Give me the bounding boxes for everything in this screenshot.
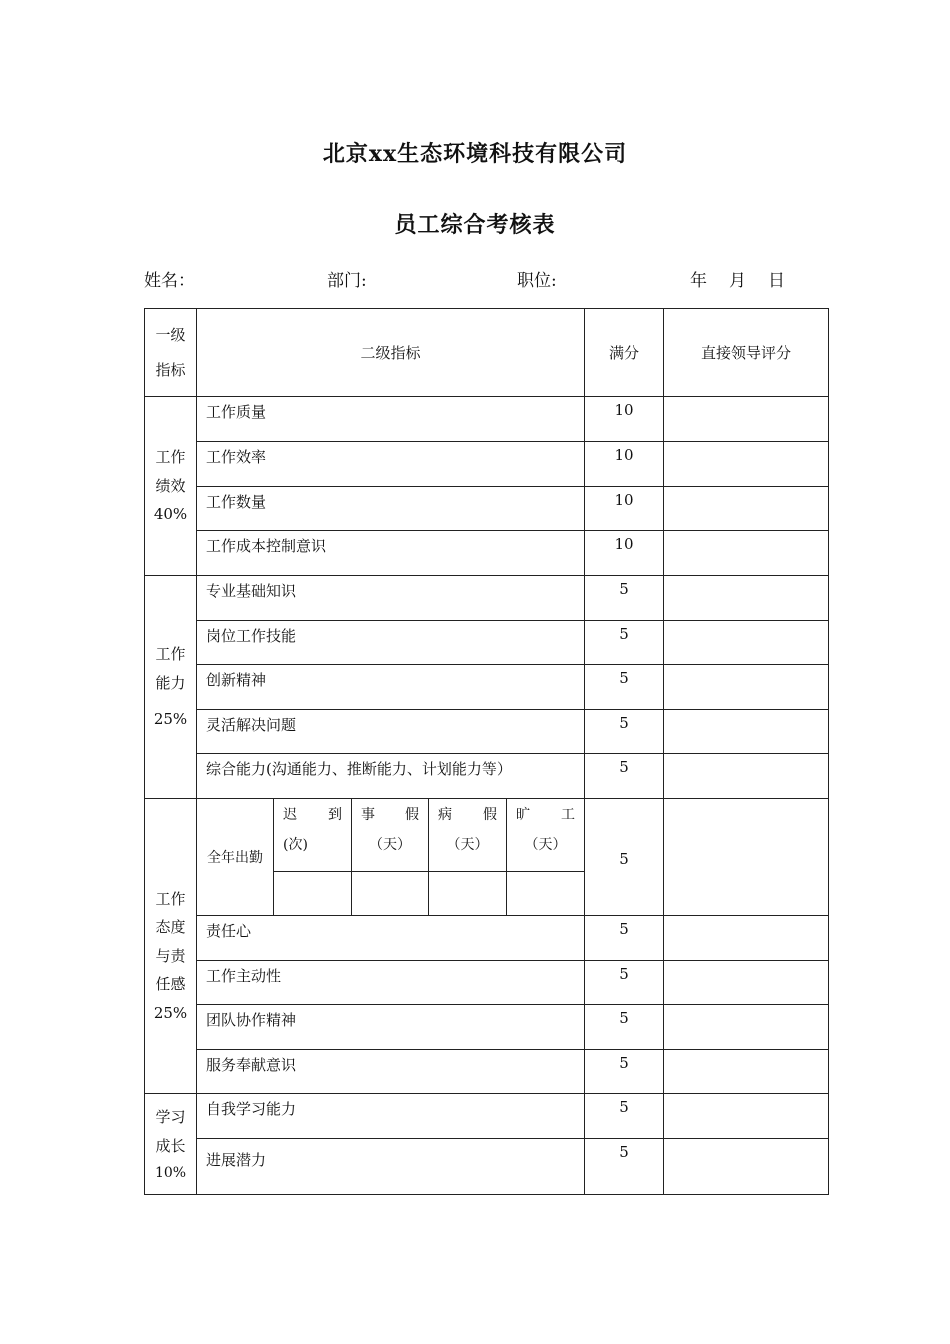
item-name: 责任心 [197,916,585,961]
col-char: 病 [438,807,452,823]
table-row [145,576,829,621]
leader-score-cell[interactable] [664,397,829,442]
assessment-table [144,308,829,1195]
form-title: 员工综合考核表 [394,212,556,238]
category-line: 能力 [155,673,186,692]
category-line: 40% [153,505,188,524]
item-name: 进展潜力 [197,1139,585,1195]
table-header-row [145,309,829,397]
table-row [145,1094,829,1139]
table-row [145,710,829,754]
col-unit: （天） [369,837,411,853]
leader-score-header: 直接领导评分 [664,309,829,397]
item-name: 工作效率 [197,442,585,487]
table-row [145,487,829,531]
leader-score-cell[interactable] [664,1005,829,1050]
attendance-label: 全年出勤 [197,799,274,916]
col-char: 到 [328,807,342,823]
item-name: 创新精神 [197,665,585,710]
full-score: 5 [585,621,664,665]
late-count-cell[interactable] [274,872,352,916]
full-score: 10 [585,531,664,576]
year-label: 年 [690,271,707,291]
category-ability [145,576,197,799]
position-label: 职位: [517,271,557,291]
category-line: 25% [153,710,188,729]
attendance-col-personal-leave [352,799,429,872]
attendance-row [145,799,829,872]
item-name: 团队协作精神 [197,1005,585,1050]
leader-score-cell[interactable] [664,1094,829,1139]
full-score: 10 [585,442,664,487]
category-line: 态度 [155,918,186,937]
leader-score-cell[interactable] [664,576,829,621]
full-score: 5 [585,754,664,799]
absence-days-cell[interactable] [507,872,585,916]
item-name: 工作质量 [197,397,585,442]
item-name: 综合能力(沟通能力、推断能力、计划能力等） [197,754,585,799]
table-row [145,754,829,799]
table-row [145,1005,829,1050]
level2-header: 二级指标 [197,309,585,397]
category-line: 10% [154,1165,187,1182]
leader-score-cell[interactable] [664,754,829,799]
category-attitude [145,799,197,1094]
attendance-col-absence [507,799,585,872]
full-score: 5 [585,1139,664,1195]
col-char: 假 [483,807,497,823]
leader-score-cell[interactable] [664,710,829,754]
category-performance [145,397,197,576]
full-score: 10 [585,487,664,531]
attendance-col-late [274,799,352,872]
table-row [145,397,829,442]
category-line: 学习 [155,1108,186,1127]
day-label: 日 [768,271,785,291]
full-score: 5 [585,1094,664,1139]
table-row [145,621,829,665]
full-score: 5 [585,576,664,621]
name-label: 姓名： [144,271,195,291]
full-score: 5 [585,1050,664,1094]
full-score: 10 [585,397,664,442]
level1-header-line: 指标 [155,360,186,379]
level1-header-line: 一级 [155,326,186,344]
personal-leave-days-cell[interactable] [352,872,429,916]
col-unit: （天） [446,837,489,853]
table-row [145,1050,829,1094]
col-unit: （天） [524,837,567,853]
col-char: 迟 [283,807,297,823]
leader-score-cell[interactable] [664,442,829,487]
col-unit: (次) [283,837,308,853]
category-line: 25% [153,1003,188,1022]
item-name: 岗位工作技能 [197,621,585,665]
leader-score-cell[interactable] [664,487,829,531]
full-score: 5 [585,710,664,754]
item-name: 工作成本控制意识 [197,531,585,576]
category-line: 工作 [155,448,186,467]
item-name: 专业基础知识 [197,576,585,621]
category-growth [145,1094,197,1195]
table-row [145,665,829,710]
leader-score-cell[interactable] [664,916,829,961]
item-name: 工作数量 [197,487,585,531]
full-score: 5 [585,916,664,961]
col-char: 工 [561,807,575,823]
month-label: 月 [729,271,746,291]
leader-score-cell[interactable] [664,531,829,576]
item-name: 工作主动性 [197,961,585,1005]
date-label [690,266,785,291]
leader-score-cell[interactable] [664,799,829,916]
category-line: 工作 [155,889,186,908]
item-name: 灵活解决问题 [197,710,585,754]
category-line: 任感 [155,975,186,994]
full-score-header: 满分 [585,309,664,397]
full-score: 5 [585,799,664,916]
col-char: 假 [405,807,419,823]
category-line: 成长 [155,1136,186,1155]
col-char: 旷 [516,807,530,823]
leader-score-cell[interactable] [664,961,829,1005]
leader-score-cell[interactable] [664,1139,829,1195]
table-row [145,961,829,1005]
table-row [145,916,829,961]
col-char: 事 [361,807,375,823]
category-line: 工作 [155,645,186,664]
attendance-col-sick-leave [429,799,507,872]
full-score: 5 [585,1005,664,1050]
item-name: 服务奉献意识 [197,1050,585,1094]
leader-score-cell[interactable] [664,621,829,665]
table-row [145,531,829,576]
full-score: 5 [585,961,664,1005]
level1-header [145,309,197,397]
leader-score-cell[interactable] [664,1050,829,1094]
category-line: 绩效 [155,476,186,495]
table-row [145,1139,829,1195]
full-score: 5 [585,665,664,710]
department-label: 部门: [327,271,367,291]
category-line: 与责 [155,946,186,965]
table-row [145,442,829,487]
company-title: 北京xx生态环境科技有限公司 [322,141,628,167]
item-name: 自我学习能力 [197,1094,585,1139]
leader-score-cell[interactable] [664,665,829,710]
sick-leave-days-cell[interactable] [429,872,507,916]
